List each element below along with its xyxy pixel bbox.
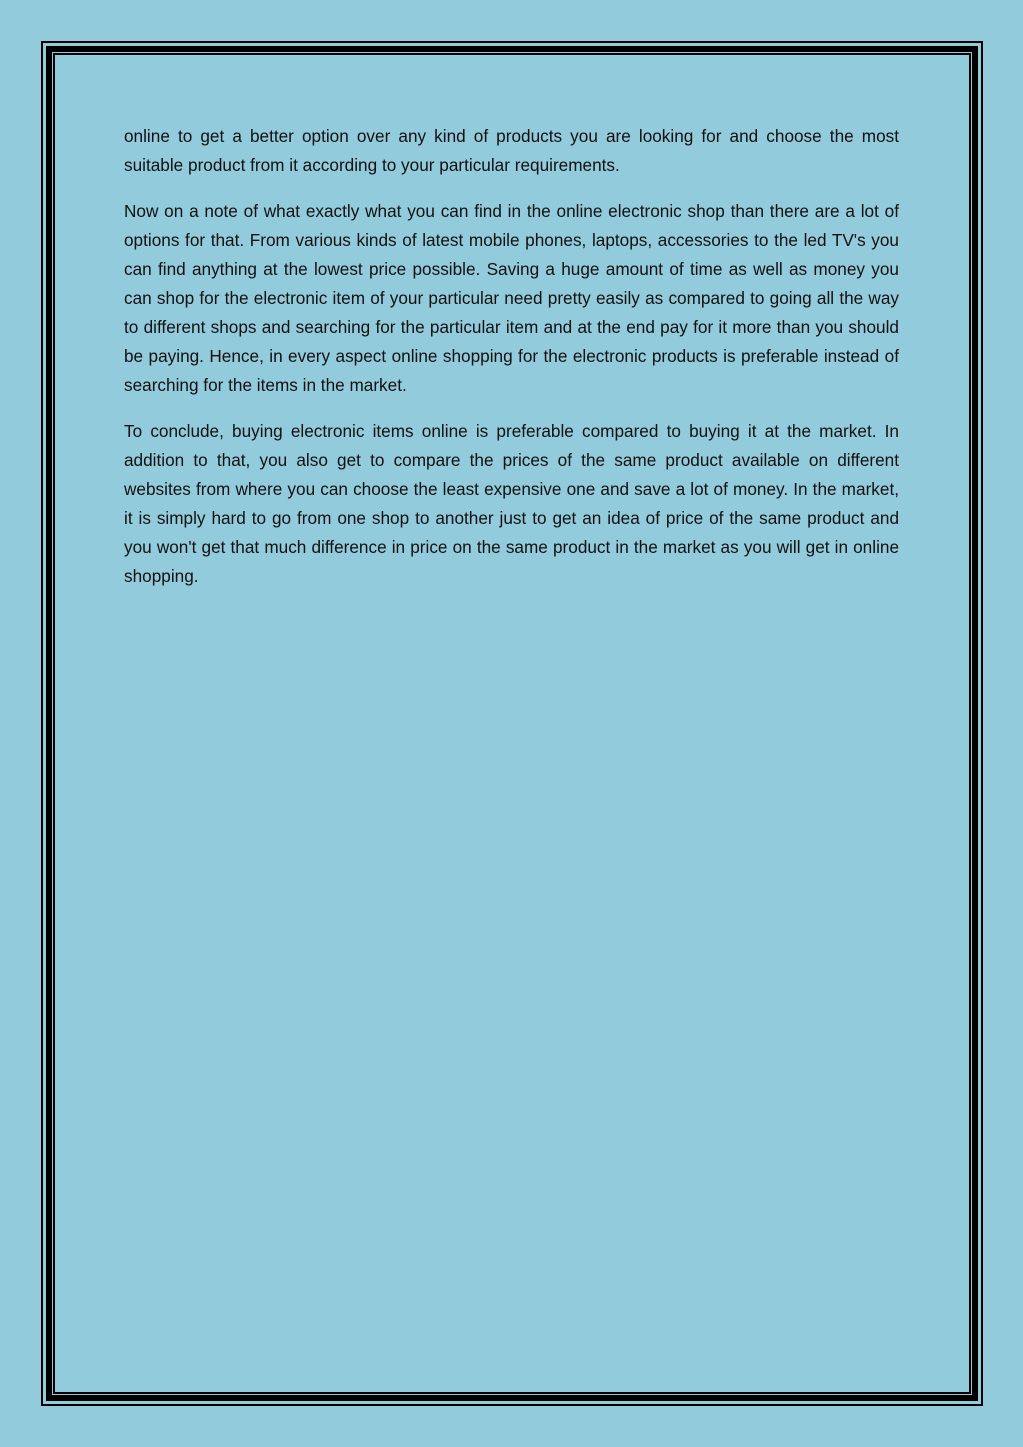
paragraph-intro-continuation: online to get a better option over any kind of products you are looking for and choose the most suitable product from it according to your particular requirements. [124,126,899,175]
paragraph-online-shop-options: Now on a note of what exactly what you can find in the online electronic shop than there are a lot of options for that. From various kinds of latest mobile phones, laptops, accessories to the led TV's you can find anything at the lowest price possible. Saving a huge amount of time as well as money you can shop for the electronic item of your particular need pretty easily as compared to going all the way to different shops and searching for the particular item and at the end pay for it more than you should be paying. Hence, in every aspect online shopping for the electronic products is preferable instead of searching for the items in the market. [124,201,899,395]
document-body [124,122,899,608]
paragraph-conclusion: To conclude, buying electronic items online is preferable compared to buying it at the market. In addition to that, you also get to compare the prices of the same product available on different websites from where you can choose the least expensive one and save a lot of money. In the market, it is simply hard to go from one shop to another just to get an idea of price of the same product and you won't get that much difference in price on the same product in the market as you will get in online shopping. [124,421,899,586]
